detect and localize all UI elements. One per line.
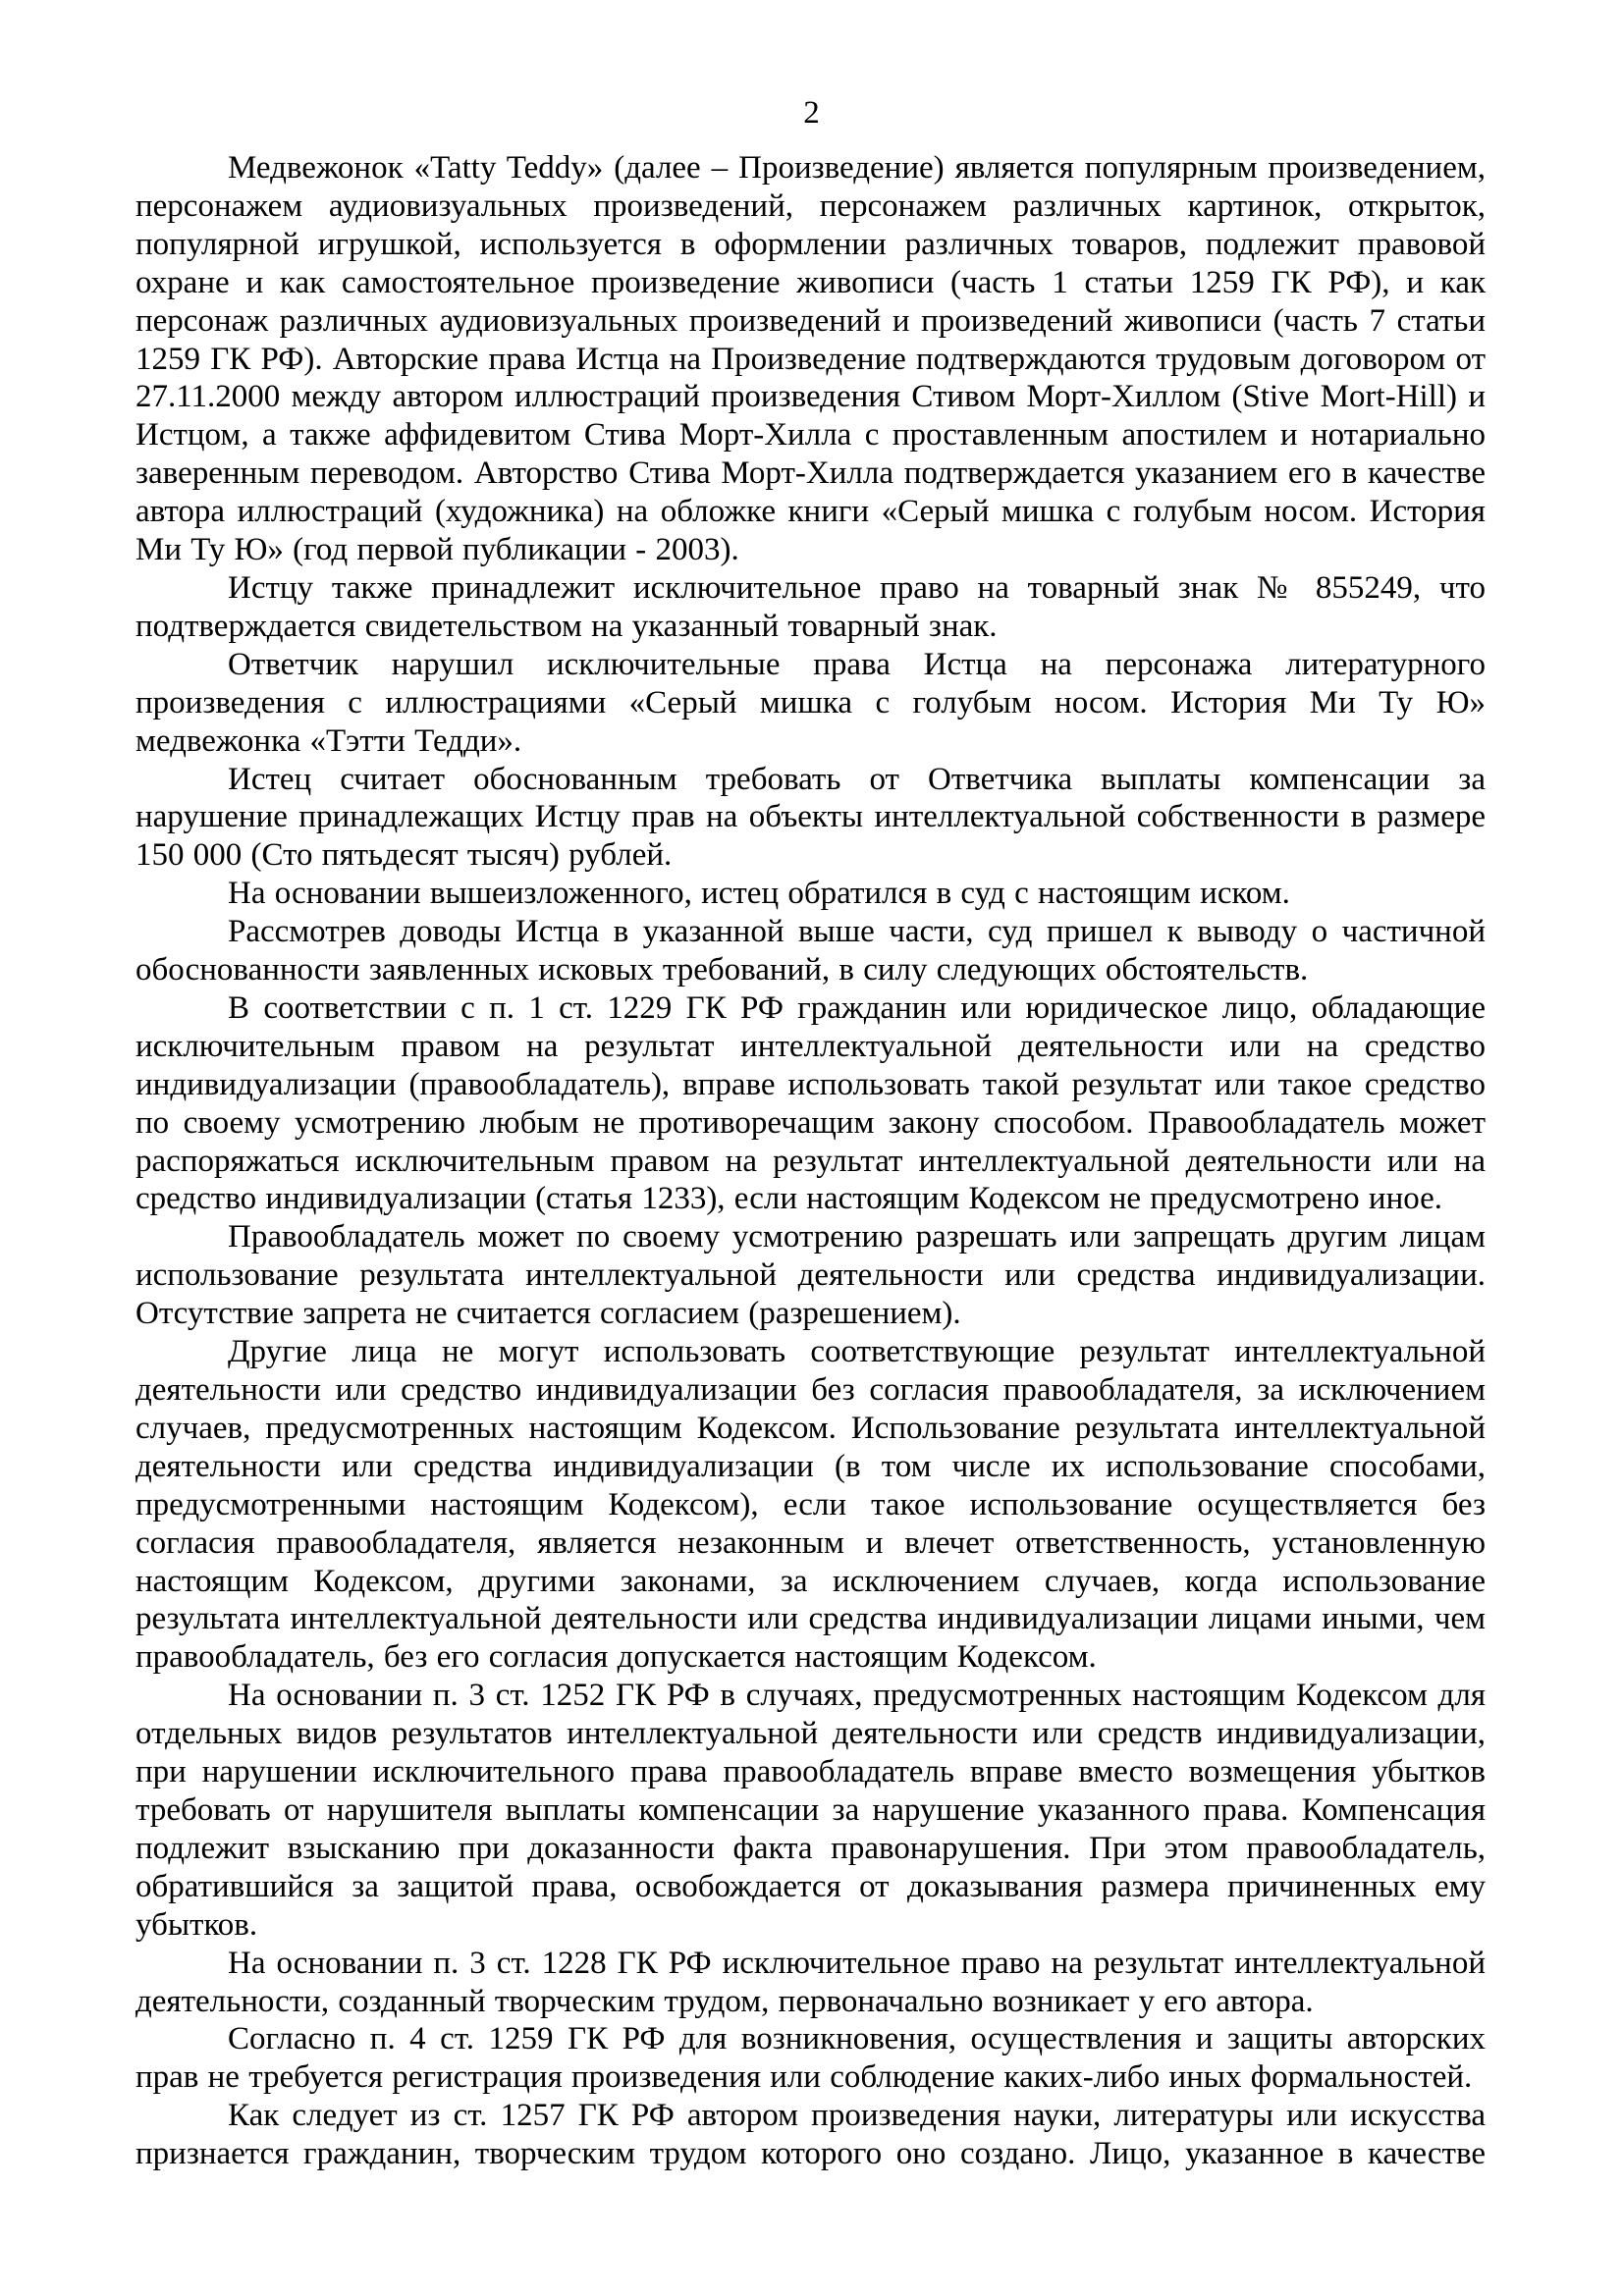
paragraph: В соответствии с п. 1 ст. 1229 ГК РФ гражданин или юридическое лицо, обладающие исключительным правом на результат интеллектуальной деятельности или на средство индивидуализации (правообладатель), вправе использовать такой результат или такое средство по своему усмотрению любым не противоречащим закону способом. Правообладатель может распоряжаться исключительным правом на результат интеллектуальной деятельности или на средство индивидуализации (статья 1233), если настоящим Кодексом не предусмотрено иное. <box>135 989 1486 1217</box>
paragraph: На основании вышеизложенного, истец обратился в суд с настоящим иском. <box>228 876 1290 912</box>
paragraph: Как следует из ст. 1257 ГК РФ автором произведения науки, литературы или искусства признается гражданин, творческим трудом которого оно создано. Лицо, указанное в качестве <box>135 2098 1486 2172</box>
paragraph: Истец считает обоснованным требовать от Ответчика выплаты компенсации за нарушение принадлежащих Истцу прав на объекты интеллектуальной собственности в размере 150 000 (Сто пятьдесят тысяч) рублей. <box>135 761 1486 874</box>
paragraph: На основании п. 3 ст. 1228 ГК РФ исключительное право на результат интеллектуальной деятельности, созданный творческим трудом, первоначально возникает у его автора. <box>135 1945 1486 2019</box>
paragraph: Медвежонок «Tatty Teddy» (далее – Произведение) является популярным произведением, персонажем аудиовизуальных произведений, персонажем различных картинок, открыток, популярной игрушкой, используется в оформлении различных товаров, подлежит правовой охране и как самостоятельное произведение живописи (часть 1 статьи 1259 ГК РФ), и как персонаж различных аудиовизуальных произведений и произведений живописи (часть 7 статьи 1259 ГК РФ). Авторские права Истца на Произведение подтверждаются трудовым договором от 27.11.2000 между автором иллюстраций произведения Стивом Морт-Хиллом (Stive Mort-Hill) и Истцом, а также аффидевитом Стива Морт-Хилла с проставленным апостилем и нотариально заверенным переводом. Авторство Стива Морт-Хилла подтверждается указанием его в качестве автора иллюстраций (художника) на обложке книги «Серый мишка с голубым носом. История Ми Ту Ю» (год первой публикации - 2003). <box>135 150 1486 568</box>
paragraph: Правообладатель может по своему усмотрению разрешать или запрещать другим лицам использование результата интеллектуальной деятельности или средства индивидуализации. Отсутствие запрета не считается согласием (разрешением). <box>135 1219 1486 1332</box>
paragraph: Рассмотрев доводы Истца в указанной выше части, суд пришел к выводу о частичной обоснованности заявленных исковых требований, в силу следующих обстоятельств. <box>135 914 1486 988</box>
paragraph: Истцу также принадлежит исключительное право на товарный знак № 855249, что подтверждается свидетельством на указанный товарный знак. <box>135 569 1486 644</box>
document-body <box>135 149 1486 2173</box>
page-number: 2 <box>803 95 820 131</box>
paragraph: Ответчик нарушил исключительные права Истца на персонажа литературного произведения с иллюстрациями «Серый мишка с голубым носом. История Ми Ту Ю» медвежонка «Тэтти Тедди». <box>135 646 1486 759</box>
paragraph: Другие лица не могут использовать соответствующие результат интеллектуальной деятельности или средство индивидуализации без согласия правообладателя, за исключением случаев, предусмотренных настоящим Кодексом. Использование результата интеллектуальной деятельности или средства индивидуализации (в том числе их использование способами, предусмотренными настоящим Кодексом), если такое использование осуществляется без согласия правообладателя, является незаконным и влечет ответственность, установленную настоящим Кодексом, другими законами, за исключением случаев, когда использование результата интеллектуальной деятельности или средства индивидуализации лицами иными, чем правообладатель, без его согласия допускается настоящим Кодексом. <box>135 1334 1486 1676</box>
paragraph: Согласно п. 4 ст. 1259 ГК РФ для возникновения, осуществления и защиты авторских прав не требуется регистрация произведения или соблюдение каких-либо иных формальностей. <box>135 2021 1486 2096</box>
paragraph: На основании п. 3 ст. 1252 ГК РФ в случаях, предусмотренных настоящим Кодексом для отдельных видов результатов интеллектуальной деятельности или средств индивидуализации, при нарушении исключительного права правообладатель вправе вместо возмещения убытков требовать от нарушителя выплаты компенсации за нарушение указанного права. Компенсация подлежит взысканию при доказанности факта правонарушения. При этом правообладатель, обратившийся за защитой права, освобождается от доказывания размера причиненных ему убытков. <box>135 1678 1486 1943</box>
